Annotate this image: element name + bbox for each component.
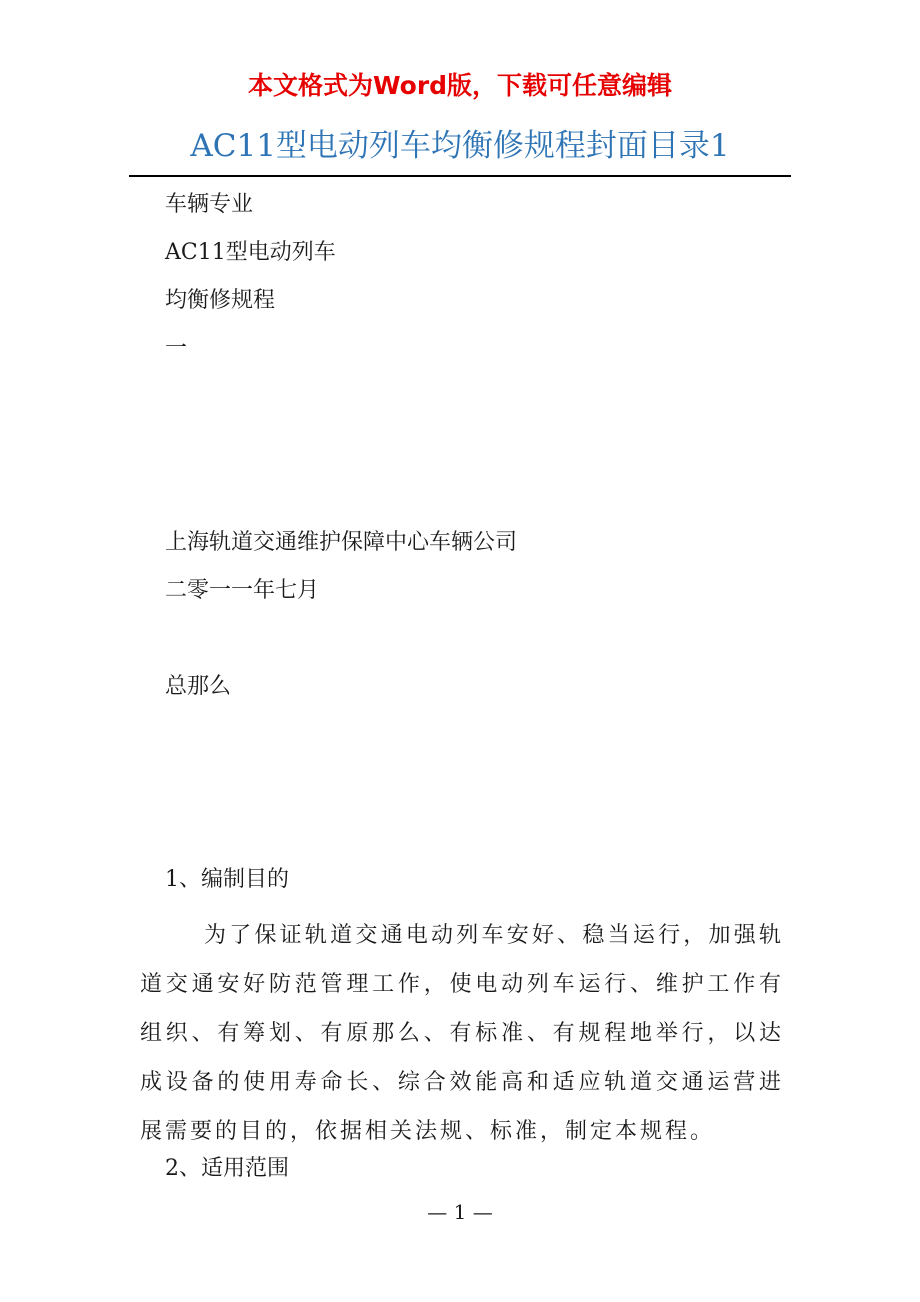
cover-organization: 上海轨道交通维护保障中心车辆公司: [165, 530, 518, 555]
page-number: — 1 —: [427, 1200, 493, 1224]
cover-line-volume: 一: [165, 336, 188, 361]
section-body-purpose: 为了保证轨道交通电动列车安好、稳当运行，加强轨道交通安好防范管理工作，使电动列车运行、维护工作有组织、有筹划、有原那么、有标准、有规程地举行，以达成设备的使用寿命长、综合效能高和适应轨道交通运营进展需要的目的，依据相关法规、标准，制定本规程。: [140, 923, 784, 1144]
document-title: AC11型电动列车均衡修规程封面目录1: [190, 128, 730, 164]
title-divider: [129, 175, 791, 177]
section-general-heading: 总那么: [165, 674, 232, 699]
download-notice: 本文格式为Word版，下载可任意编辑: [247, 71, 673, 100]
cover-line-department: 车辆专业: [165, 192, 254, 217]
cover-line-regulation: 均衡修规程: [165, 288, 276, 313]
cover-date: 二零一一年七月: [165, 578, 320, 603]
section-heading-purpose: 1、编制目的: [165, 867, 289, 892]
cover-line-vehicle-model: AC11型电动列车: [165, 240, 336, 265]
section-heading-scope: 2、适用范围: [165, 1156, 289, 1181]
